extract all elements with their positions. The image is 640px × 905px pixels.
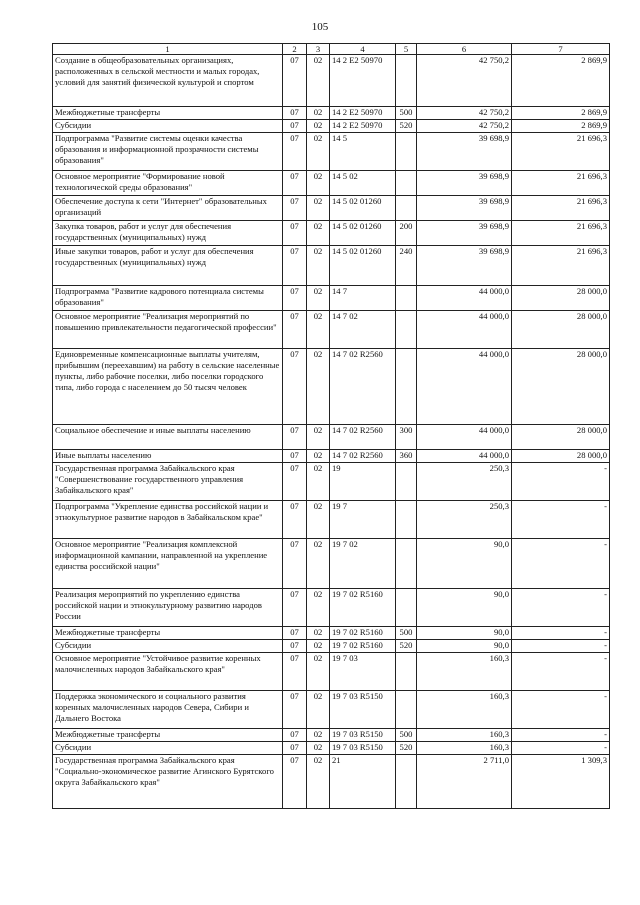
section-code: 07 — [283, 627, 307, 640]
amount-col-6: 44 000,0 — [417, 450, 512, 463]
row-name: Обеспечение доступа к сети "Интернет" образовательных организаций — [53, 196, 283, 221]
table-row — [53, 463, 610, 501]
table-row — [53, 450, 610, 463]
expense-type-code: 200 — [396, 221, 417, 246]
row-name: Государственная программа Забайкальского края "Совершенствование государственного управления Забайкальского края" — [53, 463, 283, 501]
table-row — [53, 196, 610, 221]
expense-type-code — [396, 501, 417, 539]
section-code: 07 — [283, 311, 307, 349]
subsection-code: 02 — [307, 627, 330, 640]
section-code: 07 — [283, 640, 307, 653]
row-name: Подпрограмма "Развитие кадрового потенциала системы образования" — [53, 286, 283, 311]
target-article-code: 19 7 03 R5150 — [330, 742, 396, 755]
amount-col-6: 44 000,0 — [417, 349, 512, 425]
amount-col-6: 44 000,0 — [417, 286, 512, 311]
amount-col-7: - — [512, 539, 610, 589]
amount-col-7: 21 696,3 — [512, 171, 610, 196]
amount-col-7: - — [512, 627, 610, 640]
table-row — [53, 653, 610, 691]
target-article-code: 19 7 03 R5150 — [330, 729, 396, 742]
subsection-code: 02 — [307, 107, 330, 120]
table-row — [53, 627, 610, 640]
amount-col-7: 28 000,0 — [512, 311, 610, 349]
table-row — [53, 286, 610, 311]
expense-type-code — [396, 691, 417, 729]
amount-col-6: 160,3 — [417, 691, 512, 729]
table-row — [53, 246, 610, 286]
row-name: Социальное обеспечение и иные выплаты населению — [53, 425, 283, 450]
expense-type-code: 520 — [396, 640, 417, 653]
header-col-5: 5 — [396, 44, 417, 55]
header-row — [53, 44, 610, 55]
expense-type-code — [396, 196, 417, 221]
header-col-2: 2 — [283, 44, 307, 55]
expense-type-code — [396, 133, 417, 171]
subsection-code: 02 — [307, 196, 330, 221]
section-code: 07 — [283, 539, 307, 589]
section-code: 07 — [283, 463, 307, 501]
amount-col-7: - — [512, 589, 610, 627]
table-row — [53, 120, 610, 133]
target-article-code: 19 7 — [330, 501, 396, 539]
table-row — [53, 221, 610, 246]
amount-col-6: 39 698,9 — [417, 246, 512, 286]
section-code: 07 — [283, 501, 307, 539]
expense-type-code — [396, 539, 417, 589]
row-name: Единовременные компенсационные выплаты учителям, прибывшим (переехавшим) на работу в сельские населенные пункты, либо рабочие поселки, либо поселки городского типа, либо города с населением до 50 тысяч человек — [53, 349, 283, 425]
target-article-code: 19 7 02 R5160 — [330, 589, 396, 627]
expense-type-code — [396, 463, 417, 501]
expense-type-code — [396, 55, 417, 107]
target-article-code: 14 5 02 — [330, 171, 396, 196]
expense-type-code: 500 — [396, 107, 417, 120]
expense-type-code — [396, 311, 417, 349]
subsection-code: 02 — [307, 640, 330, 653]
amount-col-7: 2 869,9 — [512, 107, 610, 120]
section-code: 07 — [283, 425, 307, 450]
section-code: 07 — [283, 589, 307, 627]
table-row — [53, 107, 610, 120]
section-code: 07 — [283, 221, 307, 246]
target-article-code: 19 7 02 — [330, 539, 396, 589]
amount-col-7: 2 869,9 — [512, 120, 610, 133]
amount-col-6: 44 000,0 — [417, 311, 512, 349]
expense-type-code — [396, 349, 417, 425]
subsection-code: 02 — [307, 742, 330, 755]
amount-col-6: 44 000,0 — [417, 425, 512, 450]
target-article-code: 19 7 03 R5150 — [330, 691, 396, 729]
header-col-3: 3 — [307, 44, 330, 55]
target-article-code: 14 5 — [330, 133, 396, 171]
section-code: 07 — [283, 653, 307, 691]
table-row — [53, 755, 610, 809]
expense-type-code: 500 — [396, 627, 417, 640]
subsection-code: 02 — [307, 349, 330, 425]
target-article-code: 19 — [330, 463, 396, 501]
amount-col-6: 90,0 — [417, 627, 512, 640]
table-row — [53, 311, 610, 349]
amount-col-7: - — [512, 463, 610, 501]
target-article-code: 14 7 02 R2560 — [330, 450, 396, 463]
header-col-7: 7 — [512, 44, 610, 55]
subsection-code: 02 — [307, 691, 330, 729]
row-name: Основное мероприятие "Формирование новой технологической среды образования" — [53, 171, 283, 196]
section-code: 07 — [283, 171, 307, 196]
target-article-code: 14 5 02 01260 — [330, 196, 396, 221]
amount-col-6: 250,3 — [417, 501, 512, 539]
subsection-code: 02 — [307, 221, 330, 246]
section-code: 07 — [283, 742, 307, 755]
amount-col-6: 90,0 — [417, 539, 512, 589]
amount-col-6: 160,3 — [417, 653, 512, 691]
table-row — [53, 729, 610, 742]
row-name: Реализация мероприятий по укреплению единства российской нации и этнокультурному развитию народов России — [53, 589, 283, 627]
subsection-code: 02 — [307, 286, 330, 311]
amount-col-6: 39 698,9 — [417, 196, 512, 221]
target-article-code: 21 — [330, 755, 396, 809]
amount-col-7: - — [512, 691, 610, 729]
subsection-code: 02 — [307, 120, 330, 133]
subsection-code: 02 — [307, 539, 330, 589]
amount-col-7: 21 696,3 — [512, 133, 610, 171]
subsection-code: 02 — [307, 311, 330, 349]
table-row — [53, 691, 610, 729]
amount-col-7: - — [512, 653, 610, 691]
row-name: Субсидии — [53, 120, 283, 133]
amount-col-7: - — [512, 729, 610, 742]
table-row — [53, 133, 610, 171]
section-code: 07 — [283, 55, 307, 107]
row-name: Основное мероприятие "Устойчивое развитие коренных малочисленных народов Забайкальского края" — [53, 653, 283, 691]
target-article-code: 19 7 02 R5160 — [330, 627, 396, 640]
table-row — [53, 539, 610, 589]
target-article-code: 14 7 — [330, 286, 396, 311]
table-row — [53, 640, 610, 653]
expense-type-code — [396, 286, 417, 311]
section-code: 07 — [283, 729, 307, 742]
row-name: Межбюджетные трансферты — [53, 107, 283, 120]
expense-type-code — [396, 653, 417, 691]
row-name: Основное мероприятие "Реализация мероприятий по повышению привлекательности педагогической профессии" — [53, 311, 283, 349]
row-name: Подпрограмма "Укрепление единства российской нации и этнокультурное развитие народов в Забайкальском крае" — [53, 501, 283, 539]
amount-col-7: 21 696,3 — [512, 221, 610, 246]
subsection-code: 02 — [307, 589, 330, 627]
amount-col-6: 2 711,0 — [417, 755, 512, 809]
table-row — [53, 589, 610, 627]
target-article-code: 14 7 02 R2560 — [330, 349, 396, 425]
section-code: 07 — [283, 691, 307, 729]
target-article-code: 14 2 E2 50970 — [330, 120, 396, 133]
target-article-code: 14 2 E2 50970 — [330, 55, 396, 107]
amount-col-6: 160,3 — [417, 742, 512, 755]
row-name: Государственная программа Забайкальского края "Социально-экономическое развитие Агинского Бурятского округа Забайкальского края" — [53, 755, 283, 809]
section-code: 07 — [283, 349, 307, 425]
row-name: Создание в общеобразовательных организациях, расположенных в сельской местности и малых городах, условий для занятий физической культурой и спортом — [53, 55, 283, 107]
subsection-code: 02 — [307, 755, 330, 809]
budget-table — [52, 43, 610, 809]
table-row — [53, 425, 610, 450]
row-name: Межбюджетные трансферты — [53, 729, 283, 742]
amount-col-7: 21 696,3 — [512, 196, 610, 221]
expense-type-code — [396, 755, 417, 809]
row-name: Основное мероприятие "Реализация комплексной информационной кампании, направленной на укрепление единства российской нации" — [53, 539, 283, 589]
section-code: 07 — [283, 107, 307, 120]
target-article-code: 14 2 E2 50970 — [330, 107, 396, 120]
expense-type-code: 500 — [396, 729, 417, 742]
target-article-code: 14 7 02 — [330, 311, 396, 349]
row-name: Межбюджетные трансферты — [53, 627, 283, 640]
subsection-code: 02 — [307, 246, 330, 286]
expense-type-code — [396, 171, 417, 196]
amount-col-6: 90,0 — [417, 589, 512, 627]
row-name: Поддержка экономического и социального развития коренных малочисленных народов Севера, Сибири и Дальнего Востока — [53, 691, 283, 729]
page-number: 105 — [311, 21, 329, 33]
amount-col-7: 1 309,3 — [512, 755, 610, 809]
section-code: 07 — [283, 120, 307, 133]
amount-col-6: 90,0 — [417, 640, 512, 653]
target-article-code: 19 7 03 — [330, 653, 396, 691]
target-article-code: 14 7 02 R2560 — [330, 425, 396, 450]
table-row — [53, 171, 610, 196]
amount-col-6: 42 750,2 — [417, 120, 512, 133]
header-col-4: 4 — [330, 44, 396, 55]
row-name: Иные выплаты населению — [53, 450, 283, 463]
expense-type-code: 360 — [396, 450, 417, 463]
amount-col-6: 160,3 — [417, 729, 512, 742]
expense-type-code: 520 — [396, 120, 417, 133]
table-row — [53, 349, 610, 425]
subsection-code: 02 — [307, 450, 330, 463]
subsection-code: 02 — [307, 55, 330, 107]
amount-col-7: 28 000,0 — [512, 286, 610, 311]
expense-type-code — [396, 589, 417, 627]
section-code: 07 — [283, 450, 307, 463]
section-code: 07 — [283, 755, 307, 809]
amount-col-6: 250,3 — [417, 463, 512, 501]
table-row — [53, 501, 610, 539]
target-article-code: 14 5 02 01260 — [330, 221, 396, 246]
section-code: 07 — [283, 133, 307, 171]
row-name: Иные закупки товаров, работ и услуг для обеспечения государственных (муниципальных) нужд — [53, 246, 283, 286]
section-code: 07 — [283, 246, 307, 286]
header-col-6: 6 — [417, 44, 512, 55]
amount-col-7: 28 000,0 — [512, 349, 610, 425]
row-name: Субсидии — [53, 640, 283, 653]
row-name: Закупка товаров, работ и услуг для обеспечения государственных (муниципальных) нужд — [53, 221, 283, 246]
subsection-code: 02 — [307, 653, 330, 691]
expense-type-code: 300 — [396, 425, 417, 450]
amount-col-7: - — [512, 742, 610, 755]
target-article-code: 19 7 02 R5160 — [330, 640, 396, 653]
row-name: Субсидии — [53, 742, 283, 755]
subsection-code: 02 — [307, 133, 330, 171]
amount-col-6: 39 698,9 — [417, 133, 512, 171]
subsection-code: 02 — [307, 501, 330, 539]
amount-col-6: 39 698,9 — [417, 171, 512, 196]
subsection-code: 02 — [307, 171, 330, 196]
table-row — [53, 55, 610, 107]
subsection-code: 02 — [307, 425, 330, 450]
section-code: 07 — [283, 286, 307, 311]
subsection-code: 02 — [307, 729, 330, 742]
expense-type-code: 520 — [396, 742, 417, 755]
header-col-1: 1 — [53, 44, 283, 55]
amount-col-6: 42 750,2 — [417, 107, 512, 120]
amount-col-7: 28 000,0 — [512, 450, 610, 463]
subsection-code: 02 — [307, 463, 330, 501]
amount-col-7: 2 869,9 — [512, 55, 610, 107]
amount-col-6: 39 698,9 — [417, 221, 512, 246]
table-row — [53, 742, 610, 755]
section-code: 07 — [283, 196, 307, 221]
amount-col-7: - — [512, 501, 610, 539]
amount-col-6: 42 750,2 — [417, 55, 512, 107]
expense-type-code: 240 — [396, 246, 417, 286]
amount-col-7: 21 696,3 — [512, 246, 610, 286]
row-name: Подпрограмма "Развитие системы оценки качества образования и информационной прозрачности системы образования" — [53, 133, 283, 171]
target-article-code: 14 5 02 01260 — [330, 246, 396, 286]
amount-col-7: - — [512, 640, 610, 653]
amount-col-7: 28 000,0 — [512, 425, 610, 450]
